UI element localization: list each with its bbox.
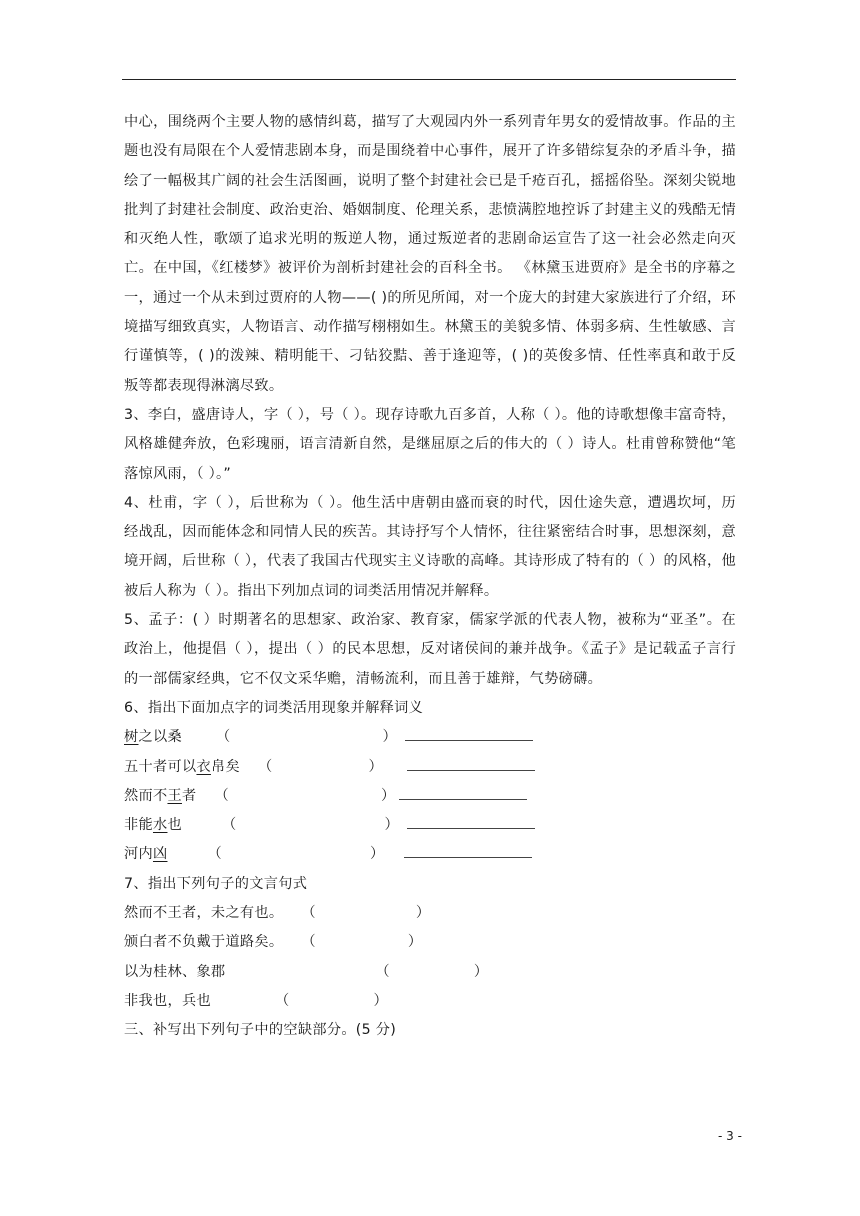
answer-line[interactable]	[404, 843, 532, 858]
question-7-title: 7、指出下列句子的文言句式	[124, 875, 308, 892]
answer-line[interactable]	[405, 726, 533, 741]
dotted-word: 衣	[196, 758, 211, 775]
q7-item: 颁白者不负戴于道路矣。 （ ）	[124, 934, 423, 951]
document-body	[124, 108, 736, 1046]
header-rule	[122, 79, 736, 80]
answer-line[interactable]	[407, 756, 535, 771]
q6-item: 非能 水 也 （ ）	[124, 811, 736, 840]
page-number: - 3 -	[718, 1129, 742, 1143]
question-6-title: 6、指出下面加点字的词类活用现象并解释词义	[124, 699, 424, 716]
question-3: 3、李白，盛唐诗人，字（ ），号（ ）。现存诗歌九百多首，人称（ ）。他的诗歌想像丰富奇特，风格雄健奔放，色彩瑰丽，语言清新自然，是继屈原之后的伟大的（ ）诗人。杜甫曾称赞他“笔落惊风雨，（ ）。”	[124, 406, 736, 482]
q7-item: 非我也，兵也 （ ）	[124, 992, 388, 1009]
q6-item: 树 之以桑 （ ）	[124, 723, 736, 752]
question-5: 5、孟子：( ）时期著名的思想家、政治家、教育家，儒家学派的代表人物，被称为“亚圣”。在政治上，他提倡（ ），提出（ ）的民本思想，反对诸侯间的兼并战争。《孟子》是记载孟子言行的一部儒家经典，它不仅文采华赡，清畅流利，而且善于雄辩，气势磅礴。	[124, 612, 736, 687]
q6-item: 然而不 王 者 （ ）	[124, 782, 736, 811]
q6-item: 河内 凶 （ ）	[124, 840, 736, 869]
question-4: 4、杜甫，字（ ），后世称为（ ）。他生活中唐朝由盛而衰的时代，因仕途失意，遭遇坎坷，历经战乱，因而能体念和同情人民的疾苦。其诗抒写个人情怀，往往紧密结合时事，思想深刻，意境开阔，后世称（ ），代表了我国古代现实主义诗歌的高峰。其诗形成了特有的（ ）的风格，他被后人称为（ ）。指出下列加点词的词类活用情况并解释。	[124, 494, 736, 599]
section-3-heading: 三、补写出下列句子中的空缺部分。(5 分)	[124, 1022, 397, 1039]
answer-line[interactable]	[399, 785, 527, 800]
answer-line[interactable]	[407, 814, 535, 829]
q6-item: 五十者可以 衣 帛矣 （ ）	[124, 753, 736, 782]
dotted-word: 王	[167, 787, 182, 804]
dotted-word: 水	[152, 817, 168, 834]
intro-paragraph: 中心，围绕两个主要人物的感情纠葛，描写了大观园内外一系列青年男女的爱情故事。作品的主题也没有局限在个人爱情悲剧本身，而是围绕着中心事件，展开了许多错综复杂的矛盾斗争，描绘了一幅极其广阔的社会生活图画，说明了整个封建社会已是千疮百孔，摇摇俗坠。深刻尖锐地批判了封建社会制度、政治吏治、婚姻制度、伦理关系，悲愤满腔地控诉了封建主义的残酷无情和灭绝人性，歌颂了追求光明的叛逆人物，通过叛逆者的悲剧命运宣告了这一社会必然走向灭亡。在中国，《红楼梦》被评价为剖析封建社会的百科全书。 《林黛玉进贾府》是全书的序幕之一，通过一个从未到过贾府的人物——( )的所见所闻，对一个庞大的封建大家族进行了介绍，环境描写细致真实，人物语言、动作描写栩栩如生。林黛玉的美貌多情、体弱多病、生性敏感、言行谨慎等，( )的泼辣、精明能干、刁钻狡黠、善于逢迎等，( )的英俊多情、任性率真和敢于反叛等都表现得淋漓尽致。	[124, 114, 736, 394]
dotted-word: 树	[124, 729, 139, 746]
q7-item: 然而不王者，未之有也。 （ ）	[124, 905, 431, 922]
dotted-word: 凶	[152, 846, 168, 863]
q7-item: 以为桂林、象郡 （ ）	[124, 963, 489, 980]
